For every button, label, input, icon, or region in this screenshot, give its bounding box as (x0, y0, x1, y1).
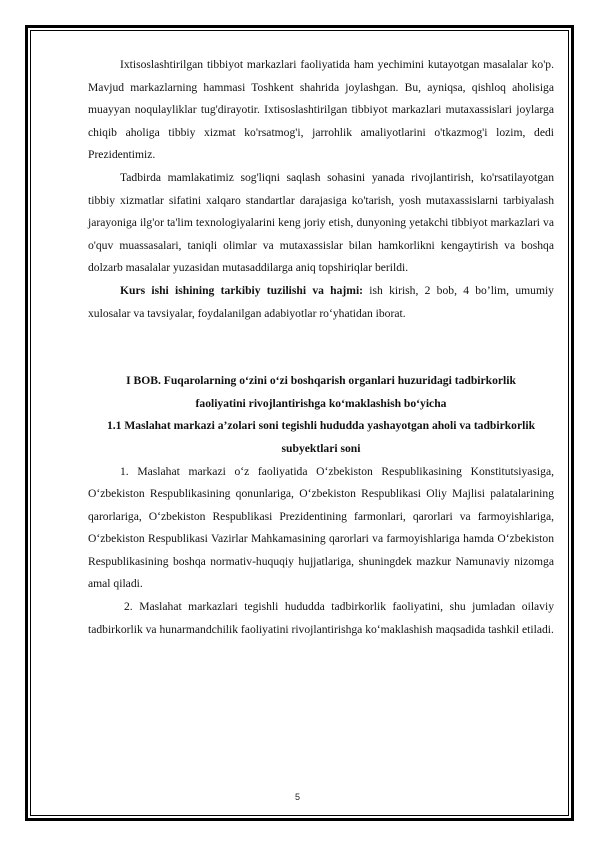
section-heading: 1.1 Maslahat markazi a’zolari soni tegishli hududda yashayotgan aholi va tadbirkorlik subyektlari soni (106, 419, 536, 455)
paragraph-center-purpose: 2. Maslahat markazlari tegishli hududda tadbirkorlik faoliyatini, shu jumladan oilaviy tadbirkorlik va hunarmandchilik faoliyatini rivojlantirishga ko‘maklashish maqsadida tashkil etiladi. (88, 600, 554, 636)
course-structure-label: Kurs ishi ishining tarkibiy tuzilishi va hajmi: (120, 283, 364, 297)
page-number: 5 (294, 792, 300, 802)
chapter-heading: I BOB. Fuqarolarning o‘zini o‘zi boshqarish organlari huzuridagi tadbirkorlik faoliyatini rivojlantirishga ko‘maklashish bo‘yicha (126, 374, 516, 410)
course-structure-text: ish kirish, 2 bob, 4 bo’lim, umumiy xulosalar va tavsiyalar, foydalanilgan adabiyotlar ro‘yhatidan iborat. (88, 283, 554, 320)
section-spacer (88, 325, 554, 370)
document-body (88, 54, 554, 641)
paragraph-legal-basis: 1. Maslahat markazi o‘z faoliyatida O‘zbekiston Respublikasining Konstitutsiyasiga, O‘zbekiston Respublikasining qonunlariga, O‘zbekiston Respublikasi Oliy Majlisi palatalarining qarorlariga, O‘zbekiston Respublikasi Prezidentining farmonlari, qarorlari va farmoyishlariga, O‘zbekiston Respublikasi Vazirlar Mahkamasining qarorlari va farmoyishlariga hamda O‘zbekiston Respublikasining boshqa normativ-huquqiy hujjatlariga, shuningdek mazkur Namunaviy nizomga amal qiladi. (88, 464, 554, 591)
paragraph-specialized-centers: Ixtisoslashtirilgan tibbiyot markazlari faoliyatida ham yechimini kutayotgan masalalar ko'p. Mavjud markazlarning hammasi Toshkent shahrida joylashgan. Bu, ayniqsa, qishloq aholisiga muayyan noqulayliklar tug'dirayotir. Ixtisoslashtirilgan tibbiyot markazlari mutaxassislari joylarga chiqib aholiga tibbiy xizmat ko'rsatmog'i, jarrohlik amaliyotlarini o'tkazmog'i lozim, dedi Prezidentimiz. (88, 58, 554, 162)
paragraph-course-structure (88, 280, 554, 325)
paragraph-event-tasks: Tadbirda mamlakatimiz sog'liqni saqlash sohasini yanada rivojlantirish, ko'rsatilayotgan tibbiy xizmatlar sifatini xalqaro standartlar darajasiga ko'tarish, yosh mutaxassislarni tarbiyalash jarayoniga ilg'or ta'lim texnologiyalarini keng joriy etish, dunyoning yetakchi tibbiyot markazlari va o'quv muassasalari, taniqli olimlar va mutaxassislar bilan hamkorlikni kengaytirish va boshqa dolzarb masalalar yuzasidan mutasaddilarga aniq topshiriqlar berildi. (88, 170, 554, 275)
